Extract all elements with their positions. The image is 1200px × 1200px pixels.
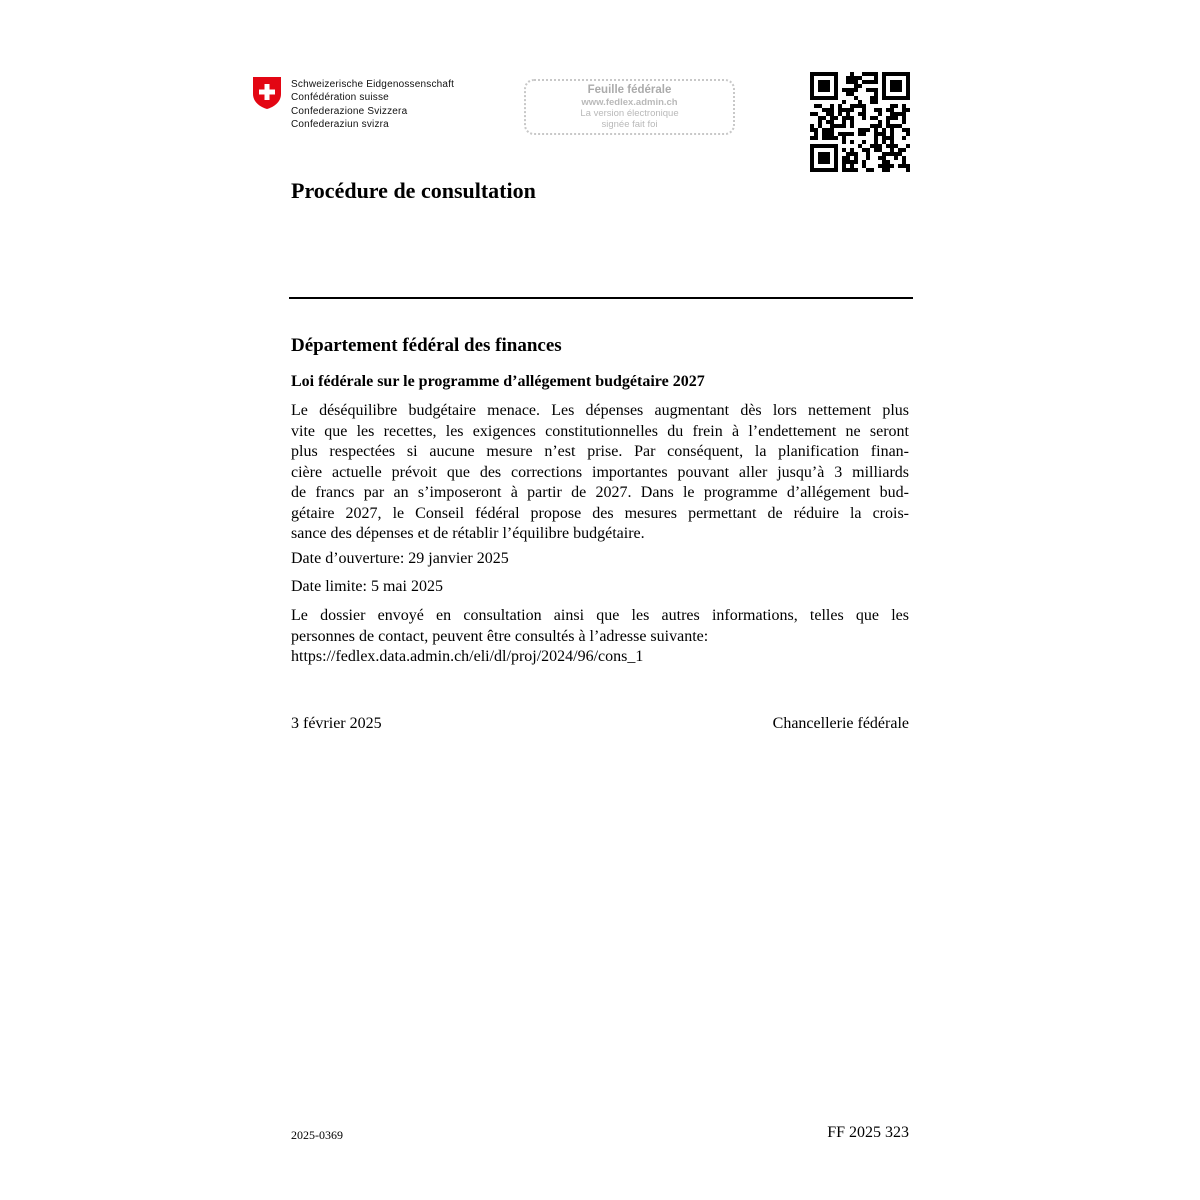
summary-line: cière actuelle prévoit que des corrections importantes pouvant aller jusqu’à 3 milliards xyxy=(291,463,909,481)
confederation-name-it: Confederazione Svizzera xyxy=(291,105,408,117)
stamp-note-1: La version électronique xyxy=(580,108,679,119)
stamp-url: www.fedlex.admin.ch xyxy=(581,97,678,108)
dossier-paragraph xyxy=(291,606,909,668)
confederation-name-rm: Confederaziun svizra xyxy=(291,119,389,131)
summary-line: Le déséquilibre budgétaire menace. Les dépenses augmentant dès lors nettement plus xyxy=(291,402,909,419)
summary-line: gétaire 2027, le Conseil fédéral propose des mesures permettant de réduire la crois- xyxy=(291,504,909,522)
footer-reference: 2025-0369 xyxy=(291,1128,343,1142)
signature-date: 3 février 2025 xyxy=(291,715,382,732)
dossier-url-link[interactable]: https://fedlex.data.admin.ch/eli/dl/proj/2024/96/cons_1 xyxy=(291,648,644,665)
stamp-title: Feuille fédérale xyxy=(587,84,672,96)
qr-code-icon xyxy=(810,72,910,172)
swiss-coat-of-arms-icon xyxy=(252,76,282,110)
dossier-line: Le dossier envoyé en consultation ainsi que les autres informations, telles que les xyxy=(291,607,909,624)
footer-citation: FF 2025 323 xyxy=(827,1124,909,1141)
summary-line: de francs par an s’imposeront à partir de 2027. Dans le programme d’allégement bud- xyxy=(291,484,909,501)
summary-line: vite que les recettes, les exigences constitutionnelles du frein à l’endettement ne seront xyxy=(291,422,909,440)
dossier-line: personnes de contact, peuvent être consultés à l’adresse suivante: xyxy=(291,627,709,645)
section-divider xyxy=(289,297,913,299)
signature-authority: Chancellerie fédérale xyxy=(772,715,909,732)
law-title: Loi fédérale sur le programme d’allégement budgétaire 2027 xyxy=(291,373,705,390)
department-heading: Département fédéral des finances xyxy=(291,335,562,356)
confederation-name-fr: Confédération suisse xyxy=(291,92,389,104)
opening-date: Date d’ouverture: 29 janvier 2025 xyxy=(291,550,509,567)
summary-paragraph xyxy=(291,401,909,545)
summary-line: plus respectées si aucune mesure n’est prise. Par conséquent, la planification finan- xyxy=(291,443,909,460)
stamp-note-2: signée fait foi xyxy=(601,119,658,130)
electronic-signature-stamp xyxy=(524,79,735,135)
confederation-name-block xyxy=(291,78,454,132)
deadline-date: Date limite: 5 mai 2025 xyxy=(291,578,443,595)
summary-line: sance des dépenses et de rétablir l’équilibre budgétaire. xyxy=(291,525,645,542)
page-title: Procédure de consultation xyxy=(291,178,536,203)
confederation-name-de: Schweizerische Eidgenossenschaft xyxy=(291,79,455,90)
